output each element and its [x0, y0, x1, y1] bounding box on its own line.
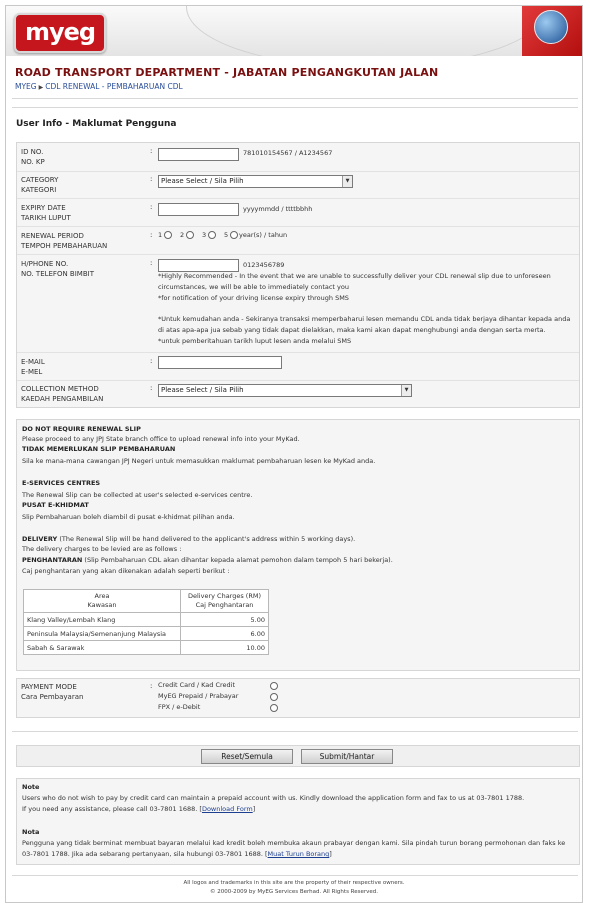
- site-footer: [6, 879, 582, 897]
- footer-copyright: © 2000-2009 by MyEG Services Berhad. All Rights Reserved.: [209, 889, 379, 895]
- esvc-ms-title: PUSAT E-KHIDMAT: [22, 501, 89, 509]
- phone-label: H/PHONE NO. NO. TELEFON BIMBIT: [21, 260, 94, 278]
- table-cell-area: Peninsula Malaysia/Semenanjung Malaysia: [24, 627, 181, 641]
- expiry-hint: yyyymmdd / ttttbbhh: [243, 205, 313, 213]
- note-text-2: If you need any assistance, please call 03-7801 1688. [Download Form]: [22, 805, 256, 813]
- no-slip-text: Please proceed to any JPJ State branch office to upload renewal info into your MyKad.: [22, 435, 300, 443]
- site-header: [6, 6, 582, 56]
- phone-hint: 0123456789: [243, 261, 285, 269]
- renewal-radio-1[interactable]: [164, 231, 172, 239]
- payment-radio-fpx[interactable]: [270, 704, 278, 712]
- breadcrumb: [15, 82, 183, 91]
- esvc-ms-text: Slip Pembaharuan boleh diambil di pusat e-khidmat pilihan anda.: [22, 513, 235, 521]
- phone-note-1: *Highly Recommended - In the event that we are unable to successfully deliver your CDL renewal slip due to unforeseen: [158, 272, 551, 280]
- colon: :: [150, 259, 153, 267]
- collection-info-panel: [16, 419, 580, 671]
- notes-panel: [16, 778, 580, 865]
- row-collection-method: [17, 380, 579, 407]
- renewal-option-5-label: 5: [224, 231, 229, 239]
- delivery-ms-text-2: Caj penghantaran yang akan dikenakan adalah seperti berikut :: [22, 567, 230, 575]
- expiry-label: EXPIRY DATE TARIKH LUPUT: [21, 204, 71, 222]
- renewal-label: RENEWAL PERIOD TEMPOH PEMBAHARUAN: [21, 232, 108, 250]
- myeg-logo[interactable]: [14, 13, 106, 53]
- nota-title: Nota: [22, 828, 40, 836]
- section-title: User Info - Maklumat Pengguna: [16, 119, 177, 129]
- collection-label: COLLECTION METHOD KAEDAH PENGAMBILAN: [21, 385, 104, 403]
- table-header-row: [24, 590, 269, 613]
- colon: :: [150, 147, 153, 155]
- row-expiry-date: [17, 198, 579, 227]
- colon: :: [150, 203, 153, 211]
- payment-option-fpx-label: FPX / e-Debit: [158, 703, 201, 711]
- table-header-charge: Delivery Charges (RM) Caj Penghantaran: [181, 590, 269, 613]
- payment-label: PAYMENT MODE Cara Pembayaran: [21, 683, 84, 701]
- table-cell-area: Sabah & Sarawak: [24, 641, 181, 655]
- colon: :: [150, 231, 153, 239]
- header-divider: [12, 98, 578, 99]
- delivery-text: DELIVERY (The Renewal Slip will be hand delivered to the applicant's address within 5 working days).: [22, 535, 356, 543]
- form-actions: [16, 745, 580, 767]
- phone-note-2: circumstances, we will be able to immediately contact you: [158, 283, 349, 291]
- download-form-link[interactable]: Download Form: [201, 805, 253, 813]
- renewal-radio-5[interactable]: [230, 231, 238, 239]
- id-no-input[interactable]: [158, 148, 239, 161]
- nota-text: Pengguna yang tidak berminat membuat bayaran melalui kad kredit boleh membuka akaun prabayar dengan kami. Sila pindah turun borang permohonan dan faks ke: [22, 839, 566, 847]
- breadcrumb-arrow-icon: ▶: [38, 84, 44, 91]
- breadcrumb-home-link[interactable]: MYEG: [15, 82, 37, 91]
- phone-note-5: di atas apa-apa jua sebab yang tidak dapat dielakkan, maka kami akan dapat menghubungi anda dengan serta merta.: [158, 326, 546, 334]
- delivery-charges-table: [23, 589, 269, 655]
- chevron-down-icon[interactable]: ▼: [401, 385, 411, 396]
- table-cell-area: Klang Valley/Lembah Klang: [24, 613, 181, 627]
- email-input[interactable]: [158, 356, 282, 369]
- table-header-area: Area Kawasan: [24, 590, 181, 613]
- table-row: [24, 613, 269, 627]
- colon: :: [150, 384, 153, 392]
- colon: :: [150, 175, 153, 183]
- breadcrumb-current[interactable]: CDL RENEWAL - PEMBAHARUAN CDL: [45, 82, 183, 91]
- section-divider: [12, 107, 578, 108]
- header-swoosh: [186, 6, 548, 56]
- renewal-suffix: year(s) / tahun: [239, 231, 288, 239]
- id-no-label: ID NO. NO. KP: [21, 148, 45, 166]
- chevron-down-icon[interactable]: ▼: [342, 176, 352, 187]
- category-selected-value: Please Select / Sila Pilih: [161, 177, 244, 185]
- category-label: CATEGORY KATEGORI: [21, 176, 59, 194]
- payment-option-prepaid-label: MyEG Prepaid / Prabayar: [158, 692, 239, 700]
- header-banner: [522, 6, 582, 56]
- table-cell-charge: 10.00: [181, 641, 269, 655]
- table-row: [24, 627, 269, 641]
- colon: :: [150, 357, 153, 365]
- esvc-title: E-SERVICES CENTRES: [22, 479, 101, 487]
- email-label: E-MAIL E-MEL: [21, 358, 45, 376]
- page-container: [5, 5, 583, 903]
- renewal-radio-2[interactable]: [186, 231, 194, 239]
- payment-radio-credit-card[interactable]: [270, 682, 278, 690]
- submit-button[interactable]: Submit/Hantar: [301, 749, 393, 764]
- note-text: Users who do not wish to pay by credit card can maintain a prepaid account with us. Kindly download the application form and fax to us at 03-7801 1788.: [22, 794, 525, 802]
- id-no-hint: 781010154567 / A1234567: [243, 149, 333, 157]
- colon: :: [150, 682, 153, 690]
- payment-radio-prepaid[interactable]: [270, 693, 278, 701]
- page-title: ROAD TRANSPORT DEPARTMENT - JABATAN PENGANGKUTAN JALAN: [15, 66, 439, 79]
- logo-text: myeg: [24, 18, 96, 46]
- renewal-option-1-label: 1: [158, 231, 163, 239]
- payment-mode-panel: [16, 678, 580, 718]
- reset-button[interactable]: Reset/Semula: [201, 749, 293, 764]
- buttons-divider: [12, 731, 578, 732]
- phone-note-3: *for notification of your driving license expiry through SMS: [158, 294, 349, 302]
- collection-selected-value: Please Select / Sila Pilih: [161, 386, 244, 394]
- payment-option-credit-card-label: Credit Card / Kad Credit: [158, 681, 236, 689]
- phone-note-4: *Untuk kemudahan anda - Sekiranya transaksi memperbaharui lesen memandu CDL anda tidak berjaya dihantar kepada anda: [158, 315, 571, 323]
- footer-trademark: All logos and trademarks in this site are the property of their respective owners.: [183, 880, 405, 886]
- no-slip-title: DO NOT REQUIRE RENEWAL SLIP: [22, 425, 141, 433]
- row-phone: [17, 254, 579, 353]
- collection-method-select[interactable]: [158, 384, 412, 397]
- user-info-form: [16, 142, 580, 408]
- row-renewal-period: [17, 226, 579, 255]
- delivery-text-2: The delivery charges to be levied are as follows :: [22, 545, 182, 553]
- no-slip-ms-title: TIDAK MEMERLUKAN SLIP PEMBAHARUAN: [22, 445, 176, 453]
- table-cell-charge: 5.00: [181, 613, 269, 627]
- row-email: [17, 352, 579, 381]
- expiry-date-input[interactable]: [158, 203, 239, 216]
- nota-text-2: 03-7801 1788. Jika ada sebarang pertanyaan, sila hubungi 03-7801 1688. [Muat Turun Borang]: [22, 850, 332, 858]
- row-category: [17, 171, 579, 199]
- renewal-option-2-label: 2: [180, 231, 185, 239]
- muat-turun-borang-link[interactable]: Muat Turun Borang: [267, 850, 330, 858]
- globe-icon: [534, 10, 568, 44]
- table-row: [24, 641, 269, 655]
- delivery-ms-text: PENGHANTARAN (Slip Pembaharuan CDL akan dihantar kepada alamat pemohon dalam tempoh 5 hari bekerja).: [22, 556, 393, 564]
- no-slip-ms-text: Sila ke mana-mana cawangan JPJ Negeri untuk memasukkan maklumat pembaharuan lesen ke MyKad anda.: [22, 457, 376, 465]
- phone-note-6: *untuk pemberitahuan tarikh luput lesen anda melalui SMS: [158, 337, 352, 345]
- category-select[interactable]: [158, 175, 353, 188]
- note-title: Note: [22, 783, 40, 791]
- renewal-option-3-label: 3: [202, 231, 207, 239]
- renewal-radio-3[interactable]: [208, 231, 216, 239]
- esvc-text: The Renewal Slip can be collected at user's selected e-services centre.: [22, 491, 253, 499]
- row-id-no: [17, 143, 579, 172]
- table-cell-charge: 6.00: [181, 627, 269, 641]
